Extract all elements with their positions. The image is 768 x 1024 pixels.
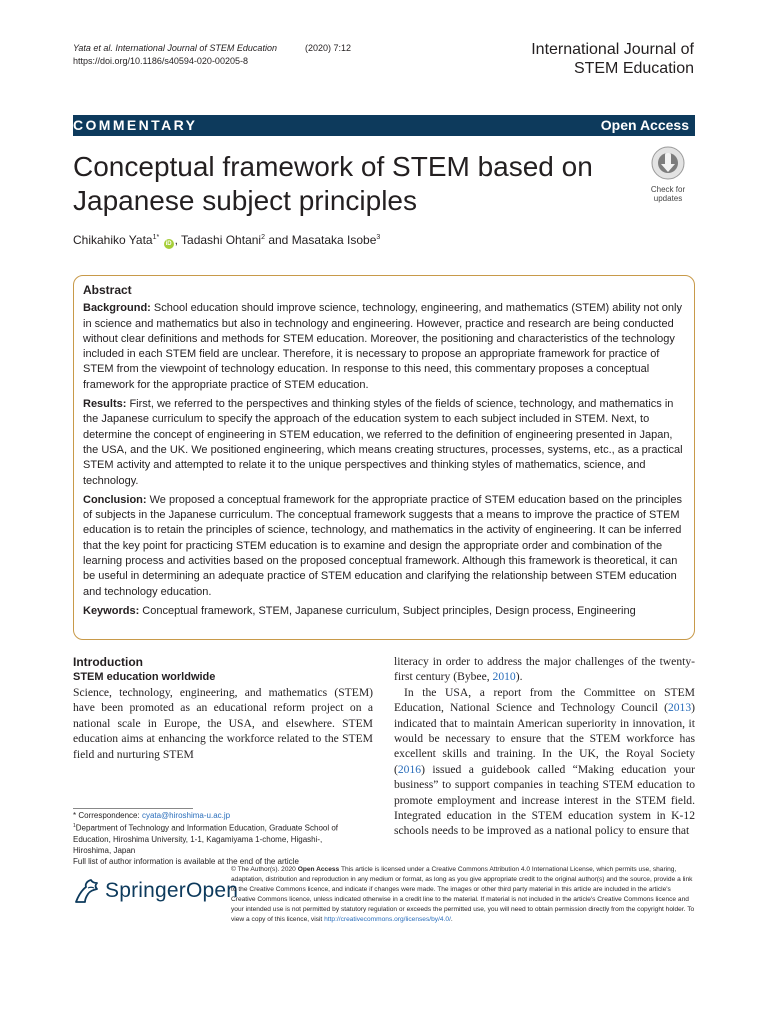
citation-link[interactable]: 2010 <box>492 670 516 684</box>
abstract-box <box>73 275 695 640</box>
author-2[interactable]: , Tadashi Ohtani <box>174 233 262 247</box>
open-word: Open <box>185 879 239 902</box>
citation-link[interactable]: 2013 <box>667 701 692 715</box>
text-span: ) issued a guidebook called “Making education your business” to support companies in teaching STEM education to promote employment and increase interest in the STEM field. Integrated education in the STEM education system in K-12 schools needs to be improved as a national policy to ensure that <box>394 762 695 838</box>
author-1[interactable]: Chikahiko Yata <box>73 233 153 247</box>
journal-name-line1: International Journal of <box>531 41 694 58</box>
affiliation-number: 1 <box>73 823 76 829</box>
conclusion-label: Conclusion: <box>83 493 147 506</box>
text-span: In the USA, a report from the Committee on STEM Education, National Science and Technology Council ( <box>394 685 695 715</box>
abstract-heading: Abstract <box>83 283 132 297</box>
springer-horse-icon <box>73 878 101 904</box>
affiliation-text: Department of Technology and Information Education, Graduate School of Education, Hiroshima University, 1-1, Kagamiyama 1-chome, Higashi-, Hiroshima, Japan <box>73 823 339 855</box>
author-list <box>73 233 380 249</box>
text-span: literacy in order to address the major challenges of the twenty-first century (Bybee, <box>394 655 695 684</box>
doi-link[interactable]: https://doi.org/10.1186/s40594-020-00205-8 <box>73 56 248 66</box>
author-3[interactable]: and Masataka Isobe <box>265 233 377 247</box>
license-end: . <box>450 916 453 923</box>
author-2-affiliation: 2 <box>261 234 265 241</box>
article-type-banner <box>73 115 695 136</box>
abstract-conclusion <box>83 493 685 600</box>
body-paragraph <box>394 654 695 685</box>
abstract-background <box>83 301 685 393</box>
citation-link[interactable]: 2016 <box>397 762 422 776</box>
affiliation <box>73 821 353 856</box>
check-updates-line1: Check for <box>650 185 686 194</box>
background-text: School education should improve science, technology, engineering, and mathematics (STEM) ability not only in science and mathematics but also in technology and engineering. However, practice and research are being conducted without clear definitions and methods for STEM education. Moreover, the positioning and characteristics of the technology included in each STEM field are unclear. Therefore, it is necessary to propose an appropriate framework for practice of STEM from the viewpoint of technology education. In response to this need, this commentary proposes a conceptual framework for the appropriate practice of STEM education. <box>83 302 682 391</box>
abstract-keywords <box>83 604 685 619</box>
author-1-affiliation: 1* <box>152 234 160 241</box>
license-copyright: © The Author(s). 2020 <box>231 866 298 873</box>
author-3-affiliation: 3 <box>376 234 381 241</box>
author-info-note: Full list of author information is available at the end of the article <box>73 856 299 866</box>
orcid-icon[interactable]: iD <box>165 241 172 247</box>
check-updates-icon <box>651 146 685 180</box>
subsection-heading: STEM education worldwide <box>73 671 216 683</box>
license-link[interactable]: http://creativecommons.org/licenses/by/4.0/ <box>324 916 451 923</box>
open-access-label: Open Access <box>600 117 689 133</box>
body-column-right <box>394 654 695 839</box>
check-updates-line2: updates <box>653 194 683 203</box>
results-label: Results: <box>83 398 127 411</box>
results-text: First, we referred to the perspectives and thinking styles of the fields of science, technology, and mathematics in the Japanese curriculum to specify the approach of the education system to each subject included in STEM. Next, to determine the concept of engineering in STEM education, we referred to the definition of engineering presented in Japan, the USA, and the UK. We positioned engineering, which means creating structures, processes, systems, etc., as a practical STEM activity and attempted to relate it to the unique perspectives and thinking styles of mathematics, science, and technology. <box>83 398 683 487</box>
license-text: This article is licensed under a Creative Commons Attribution 4.0 International License, which permits use, sharing, adaptation, distribution and reproduction in any medium or format, as long as you give appropriate credit to the original author(s) and the source, provide a link to the Creative Commons licence, and indicate if changes were made. The images or other third party material in this article are included in the article's Creative Commons licence, unless indicated otherwise in a credit line to the material. If material is not included in the article's Creative Commons licence and your intended use is not permitted by statutory regulation or exceeds the permitted use, you will need to obtain permission directly from the copyright holder. To view a copy of this licence, visit <box>231 866 695 923</box>
journal-name <box>531 40 694 78</box>
correspondence-label: * Correspondence: <box>73 811 142 820</box>
citation-year: (2020) 7:12 <box>304 43 351 53</box>
footnote-divider <box>73 808 193 809</box>
body-paragraph: Science, technology, engineering, and mathematics (STEM) have been promoted as an educational reform project on a national scale in Europe, the USA, and elsewhere. STEM education aims at enhancing the workforce related to the STEM field and nurturing STEM <box>73 686 373 761</box>
footnotes <box>73 810 353 867</box>
springer-open-logo[interactable] <box>73 878 238 904</box>
body-column-left <box>73 654 373 762</box>
check-for-updates-badge[interactable] <box>643 146 693 203</box>
text-span: ). <box>515 670 523 684</box>
citation-header <box>73 42 351 68</box>
article-type: COMMENTARY <box>73 117 198 133</box>
body-paragraph <box>394 685 695 839</box>
section-heading-introduction: Introduction <box>73 655 143 669</box>
journal-name-line2: STEM Education <box>573 60 694 77</box>
abstract-results <box>83 397 685 489</box>
conclusion-text: We proposed a conceptual framework for the appropriate practice of STEM education based on the principles of subjects in the Japanese curriculum. The conceptual framework suggests that a means to improve the practice of STEM education is to retain the principles of science, technology, and mathematics in the activity of engineering. It can be inferred that the key point for practicing STEM education is to examine and design the appropriate order and combination of the learning process and activities based on the proposed conceptual framework. Although this framework is theoretical, it can be useful in determining an adequate practice of STEM education and clarifying the relationship between STEM education and technology education. <box>83 493 682 598</box>
article-title: Conceptual framework of STEM based on Japanese subject principles <box>73 151 593 216</box>
background-label: Background: <box>83 302 151 315</box>
keywords-label: Keywords: <box>83 604 140 617</box>
license-open-access: Open Access <box>297 866 340 873</box>
citation-journal: Yata et al. International Journal of STEM Education <box>73 43 277 53</box>
springer-word: Springer <box>105 879 186 902</box>
keywords-text: Conceptual framework, STEM, Japanese curriculum, Subject principles, Design process, Engineering <box>139 604 636 617</box>
springer-wordmark <box>105 879 238 903</box>
correspondence <box>73 810 353 821</box>
license-statement <box>231 865 695 925</box>
correspondence-email[interactable]: cyata@hiroshima-u.ac.jp <box>141 811 231 820</box>
text-span: ) indicated that to maintain American superiority in innovation, it would be necessary to ensure that the STEM workforce has excellent skills and training. In the UK, the Royal Society ( <box>394 701 695 776</box>
